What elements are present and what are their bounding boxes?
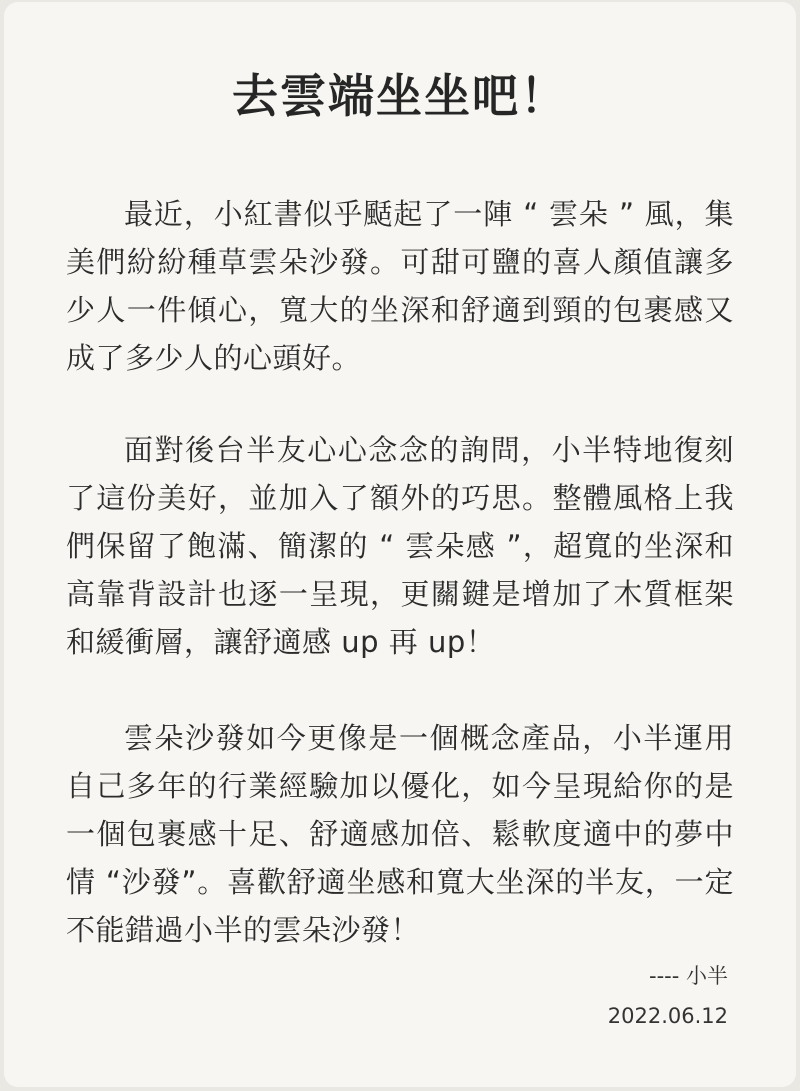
- signature: ---- 小半: [649, 964, 728, 988]
- paragraph-1: 最近，小紅書似乎颳起了一陣 “ 雲朵 ” 風，集美們紛紛種草雲朵沙發。可甜可鹽的喜人顏值讓多少人一件傾心，寬大的坐深和舒適到頸的包裹感又成了多少人的心頭好。: [66, 197, 734, 375]
- paragraph-2: 面對後台半友心心念念的詢問，小半特地復刻了這份美好，並加入了額外的巧思。整體風格上我們保留了飽滿、簡潔的 “ 雲朵感 ”，超寬的坐深和高靠背設計也逐一呈現，更關鍵是增加了木質框架和緩衝層，讓舒適感 up 再 up！: [66, 433, 734, 659]
- date: 2022.06.12: [607, 1004, 728, 1028]
- article-card: [4, 2, 796, 1087]
- article-title: 去雲端坐坐吧！: [232, 69, 568, 123]
- paragraph-3: 雲朵沙發如今更像是一個概念產品，小半運用自己多年的行業經驗加以優化，如今呈現給你的是一個包裹感十足、舒適感加倍、鬆軟度適中的夢中情 “沙發”。喜歡舒適坐感和寬大坐深的半友，一定不能錯過小半的雲朵沙發！: [66, 721, 734, 947]
